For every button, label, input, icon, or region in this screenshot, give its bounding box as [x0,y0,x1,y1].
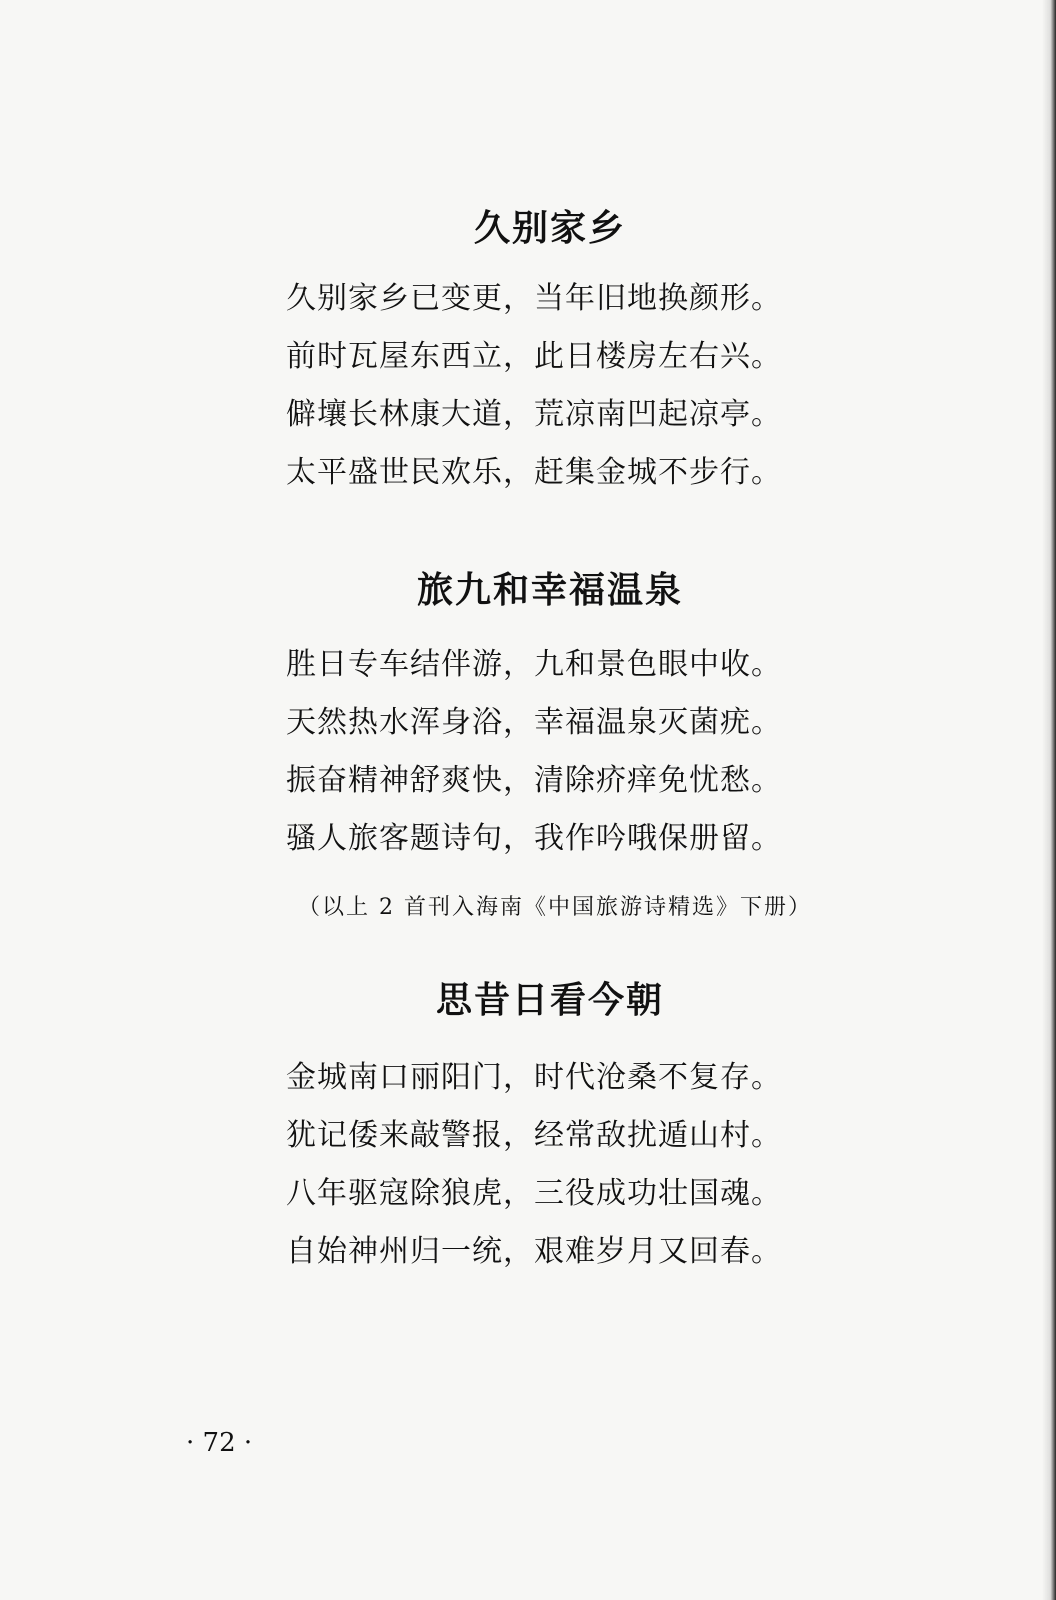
poem-line: 振奋精神舒爽快，清除疥痒免忧愁。 [286,763,782,798]
poem-line: 八年驱寇除狼虎，三役成功壮国魂。 [286,1176,782,1211]
poem-line: 骚人旅客题诗句，我作吟哦保册留。 [286,821,782,856]
poem-line: 天然热水浑身浴，幸福温泉灭菌疣。 [286,705,782,740]
poem-body-2 [286,636,782,868]
publication-note: （以上 2 首刊入海南《中国旅游诗精选》下册） [298,895,812,920]
poem-title-1: 久别家乡 [473,208,626,249]
poem-title-3: 思昔日看今朝 [435,980,664,1021]
poem-line: 太平盛世民欢乐，赶集金城不步行。 [286,455,782,490]
poem-line: 胜日专车结伴游，九和景色眼中收。 [286,647,782,682]
poem-line: 犹记倭来敲警报，经常敌扰遁山村。 [286,1118,782,1153]
poem-body-1 [286,270,782,502]
poem-line: 金城南口丽阳门，时代沧桑不复存。 [286,1060,782,1095]
page-number: · 72 · [186,1428,253,1458]
poem-line: 久别家乡已变更，当年旧地换颜形。 [286,281,782,316]
poem-line: 前时瓦屋东西立，此日楼房左右兴。 [286,339,782,374]
poem-body-3 [286,1049,782,1281]
poem-title-2: 旅九和幸福温泉 [416,570,683,611]
poem-line: 自始神州归一统，艰难岁月又回春。 [286,1234,782,1269]
poem-line: 僻壤长林康大道，荒凉南凹起凉亭。 [286,397,782,432]
